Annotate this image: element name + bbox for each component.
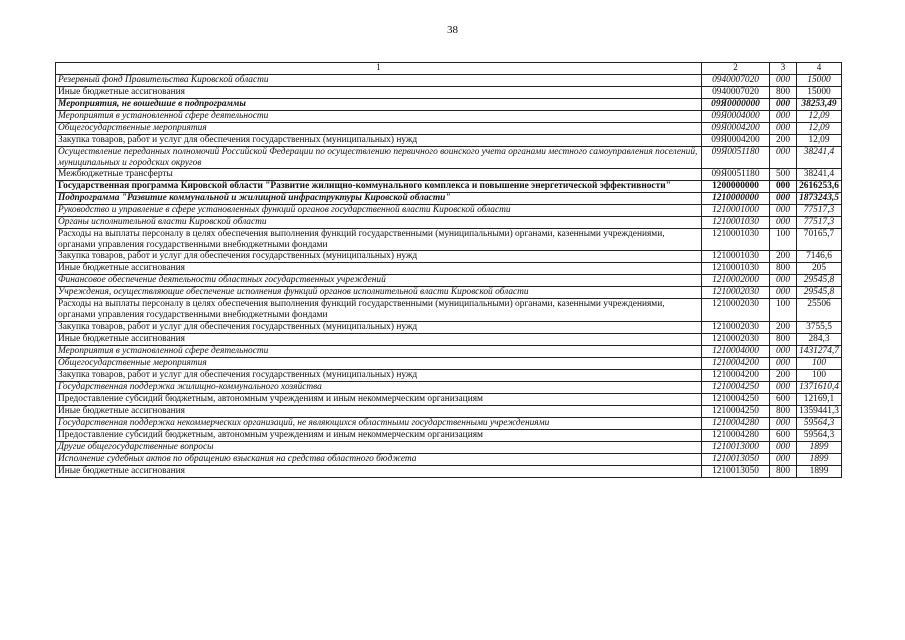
row-name-cell: Резервный фонд Правительства Кировской области xyxy=(56,75,702,87)
row-code-cell: 09Я0004000 xyxy=(702,111,770,123)
row-type-cell: 000 xyxy=(770,205,797,217)
row-code-cell: 1210013050 xyxy=(702,465,770,477)
row-name-cell: Расходы на выплаты персоналу в целях обеспечения выполнения функций государственными (муниципальными) органами, казенными учреждениями, органами управления государственными внебюджетными фондами xyxy=(56,229,702,251)
row-code-cell: 1210002030 xyxy=(702,333,770,345)
row-type-cell: 200 xyxy=(770,369,797,381)
row-sum-cell: 205 xyxy=(797,263,842,275)
table-row xyxy=(56,217,842,229)
table-row xyxy=(56,181,842,193)
row-type-cell: 000 xyxy=(770,275,797,287)
row-code-cell: 1210004000 xyxy=(702,345,770,357)
row-code-cell: 09Я0004200 xyxy=(702,123,770,135)
row-sum-cell: 38241,4 xyxy=(797,147,842,169)
row-type-cell: 800 xyxy=(770,405,797,417)
row-type-cell: 600 xyxy=(770,429,797,441)
table-row xyxy=(56,453,842,465)
row-name-cell: Государственная программа Кировской области "Развитие жилищно-коммунального комплекса и повышение энергетической эффективности" xyxy=(56,181,702,193)
row-code-cell: 1210002030 xyxy=(702,299,770,321)
row-name-cell: Общегосударственные мероприятия xyxy=(56,357,702,369)
table-row xyxy=(56,275,842,287)
row-name-cell: Учреждения, осуществляющие обеспечение исполнения функций органов исполнительной власти Кировской области xyxy=(56,287,702,299)
row-name-cell: Мероприятия, не вошедшие в подпрограммы xyxy=(56,99,702,111)
row-sum-cell: 1899 xyxy=(797,453,842,465)
row-sum-cell: 59564,3 xyxy=(797,417,842,429)
row-name-cell: Общегосударственные мероприятия xyxy=(56,123,702,135)
row-code-cell: 1210001030 xyxy=(702,251,770,263)
row-name-cell: Закупка товаров, работ и услуг для обеспечения государственных (муниципальных) нужд xyxy=(56,321,702,333)
row-sum-cell: 1899 xyxy=(797,441,842,453)
budget-table xyxy=(55,62,842,478)
row-sum-cell: 12,09 xyxy=(797,123,842,135)
row-code-cell: 09Я0051180 xyxy=(702,169,770,181)
table-header-row xyxy=(56,63,842,75)
row-sum-cell: 7146,6 xyxy=(797,251,842,263)
row-code-cell: 1210004250 xyxy=(702,381,770,393)
row-sum-cell: 1899 xyxy=(797,465,842,477)
row-sum-cell: 100 xyxy=(797,369,842,381)
row-type-cell: 800 xyxy=(770,87,797,99)
row-code-cell: 1210013000 xyxy=(702,441,770,453)
row-type-cell: 800 xyxy=(770,333,797,345)
row-code-cell: 0940007020 xyxy=(702,75,770,87)
row-code-cell: 1210000000 xyxy=(702,193,770,205)
row-sum-cell: 25506 xyxy=(797,299,842,321)
row-type-cell: 000 xyxy=(770,99,797,111)
table-row xyxy=(56,333,842,345)
row-name-cell: Закупка товаров, работ и услуг для обеспечения государственных (муниципальных) нужд xyxy=(56,251,702,263)
row-sum-cell: 59564,3 xyxy=(797,429,842,441)
row-sum-cell: 1873243,5 xyxy=(797,193,842,205)
row-name-cell: Осуществление переданных полномочий Российской Федерации по осуществлению первичного воинского учета органами местного самоуправления поселений, муниципальных и городских округов xyxy=(56,147,702,169)
row-sum-cell: 15000 xyxy=(797,87,842,99)
row-type-cell: 000 xyxy=(770,181,797,193)
header-name: 1 xyxy=(56,63,702,75)
table-row xyxy=(56,429,842,441)
row-code-cell: 1210004200 xyxy=(702,357,770,369)
table-row xyxy=(56,135,842,147)
row-sum-cell: 100 xyxy=(797,357,842,369)
row-type-cell: 100 xyxy=(770,229,797,251)
row-name-cell: Другие общегосударственные вопросы xyxy=(56,441,702,453)
row-type-cell: 000 xyxy=(770,441,797,453)
row-type-cell: 000 xyxy=(770,417,797,429)
row-sum-cell: 12169,1 xyxy=(797,393,842,405)
table-row xyxy=(56,263,842,275)
row-sum-cell: 38241,4 xyxy=(797,169,842,181)
row-name-cell: Иные бюджетные ассигнования xyxy=(56,333,702,345)
row-name-cell: Закупка товаров, работ и услуг для обеспечения государственных (муниципальных) нужд xyxy=(56,369,702,381)
table-row xyxy=(56,111,842,123)
row-type-cell: 000 xyxy=(770,217,797,229)
row-sum-cell: 2616253,6 xyxy=(797,181,842,193)
table-row xyxy=(56,321,842,333)
row-code-cell: 1200000000 xyxy=(702,181,770,193)
header-sum: 4 xyxy=(797,63,842,75)
row-sum-cell: 70165,7 xyxy=(797,229,842,251)
table-row xyxy=(56,229,842,251)
row-type-cell: 000 xyxy=(770,345,797,357)
row-name-cell: Иные бюджетные ассигнования xyxy=(56,263,702,275)
table-row xyxy=(56,345,842,357)
table-body xyxy=(56,75,842,478)
row-name-cell: Государственная поддержка некоммерческих организаций, не являющихся областными государственными учреждениями xyxy=(56,417,702,429)
row-name-cell: Мероприятия в установленной сфере деятельности xyxy=(56,111,702,123)
row-type-cell: 200 xyxy=(770,251,797,263)
row-type-cell: 100 xyxy=(770,299,797,321)
header-type: 3 xyxy=(770,63,797,75)
table-row xyxy=(56,465,842,477)
row-name-cell: Расходы на выплаты персоналу в целях обеспечения выполнения функций государственными (муниципальными) органами, казенными учреждениями, органами управления государственными внебюджетными фондами xyxy=(56,299,702,321)
row-type-cell: 000 xyxy=(770,357,797,369)
table-row xyxy=(56,251,842,263)
row-type-cell: 200 xyxy=(770,321,797,333)
row-sum-cell: 29545,8 xyxy=(797,287,842,299)
row-type-cell: 200 xyxy=(770,135,797,147)
row-type-cell: 000 xyxy=(770,287,797,299)
row-type-cell: 000 xyxy=(770,453,797,465)
row-sum-cell: 12,09 xyxy=(797,111,842,123)
row-name-cell: Исполнение судебных актов по обращению взыскания на средства областного бюджета xyxy=(56,453,702,465)
row-name-cell: Межбюджетные трансферты xyxy=(56,169,702,181)
row-type-cell: 000 xyxy=(770,75,797,87)
row-type-cell: 000 xyxy=(770,111,797,123)
row-type-cell: 000 xyxy=(770,381,797,393)
row-sum-cell: 284,3 xyxy=(797,333,842,345)
row-code-cell: 1210002000 xyxy=(702,275,770,287)
row-code-cell: 09Я0051180 xyxy=(702,147,770,169)
row-sum-cell: 12,09 xyxy=(797,135,842,147)
row-type-cell: 800 xyxy=(770,465,797,477)
table-row xyxy=(56,75,842,87)
row-type-cell: 800 xyxy=(770,263,797,275)
table-row xyxy=(56,99,842,111)
table-row xyxy=(56,441,842,453)
row-name-cell: Финансовое обеспечение деятельности областных государственных учреждений xyxy=(56,275,702,287)
table-row xyxy=(56,299,842,321)
row-name-cell: Закупка товаров, работ и услуг для обеспечения государственных (муниципальных) нужд xyxy=(56,135,702,147)
row-name-cell: Государственная поддержка жилищно-коммунального хозяйства xyxy=(56,381,702,393)
row-type-cell: 000 xyxy=(770,193,797,205)
row-sum-cell: 3755,5 xyxy=(797,321,842,333)
row-code-cell: 1210004280 xyxy=(702,429,770,441)
row-code-cell: 1210004200 xyxy=(702,369,770,381)
row-name-cell: Предоставление субсидий бюджетным, автономным учреждениям и иным некоммерческим организациям xyxy=(56,393,702,405)
row-code-cell: 1210004280 xyxy=(702,417,770,429)
row-name-cell: Предоставление субсидий бюджетным, автономным учреждениям и иным некоммерческим организациям xyxy=(56,429,702,441)
table-row xyxy=(56,381,842,393)
table-row xyxy=(56,87,842,99)
row-code-cell: 0940007020 xyxy=(702,87,770,99)
table-row xyxy=(56,169,842,181)
row-code-cell: 1210001030 xyxy=(702,263,770,275)
row-code-cell: 1210001000 xyxy=(702,205,770,217)
table-row xyxy=(56,147,842,169)
row-sum-cell: 77517,3 xyxy=(797,217,842,229)
row-code-cell: 1210004250 xyxy=(702,393,770,405)
row-code-cell: 1210001030 xyxy=(702,229,770,251)
table-row xyxy=(56,205,842,217)
table-row xyxy=(56,123,842,135)
row-name-cell: Мероприятия в установленной сфере деятельности xyxy=(56,345,702,357)
row-name-cell: Руководство и управление в сфере установленных функций органов государственной власти Кировской области xyxy=(56,205,702,217)
table-row xyxy=(56,369,842,381)
row-type-cell: 500 xyxy=(770,169,797,181)
table-row xyxy=(56,193,842,205)
row-type-cell: 000 xyxy=(770,123,797,135)
row-code-cell: 1210002030 xyxy=(702,287,770,299)
row-sum-cell: 29545,8 xyxy=(797,275,842,287)
row-sum-cell: 1371610,4 xyxy=(797,381,842,393)
table-row xyxy=(56,417,842,429)
table-row xyxy=(56,405,842,417)
table-row xyxy=(56,287,842,299)
row-code-cell: 09Я0004200 xyxy=(702,135,770,147)
table-row xyxy=(56,393,842,405)
table-row xyxy=(56,357,842,369)
row-code-cell: 1210001030 xyxy=(702,217,770,229)
row-name-cell: Подпрограмма "Развитие коммунальной и жилищной инфраструктуры Кировской области" xyxy=(56,193,702,205)
row-code-cell: 09Я0000000 xyxy=(702,99,770,111)
row-sum-cell: 15000 xyxy=(797,75,842,87)
row-name-cell: Иные бюджетные ассигнования xyxy=(56,405,702,417)
row-code-cell: 1210013050 xyxy=(702,453,770,465)
row-name-cell: Органы исполнительной власти Кировской области xyxy=(56,217,702,229)
row-sum-cell: 38253,49 xyxy=(797,99,842,111)
row-type-cell: 000 xyxy=(770,147,797,169)
row-type-cell: 600 xyxy=(770,393,797,405)
page-number: 38 xyxy=(447,24,458,36)
row-code-cell: 1210002030 xyxy=(702,321,770,333)
row-name-cell: Иные бюджетные ассигнования xyxy=(56,87,702,99)
row-name-cell: Иные бюджетные ассигнования xyxy=(56,465,702,477)
row-sum-cell: 1431274,7 xyxy=(797,345,842,357)
row-sum-cell: 77517,3 xyxy=(797,205,842,217)
row-sum-cell: 1359441,3 xyxy=(797,405,842,417)
header-code: 2 xyxy=(702,63,770,75)
row-code-cell: 1210004250 xyxy=(702,405,770,417)
